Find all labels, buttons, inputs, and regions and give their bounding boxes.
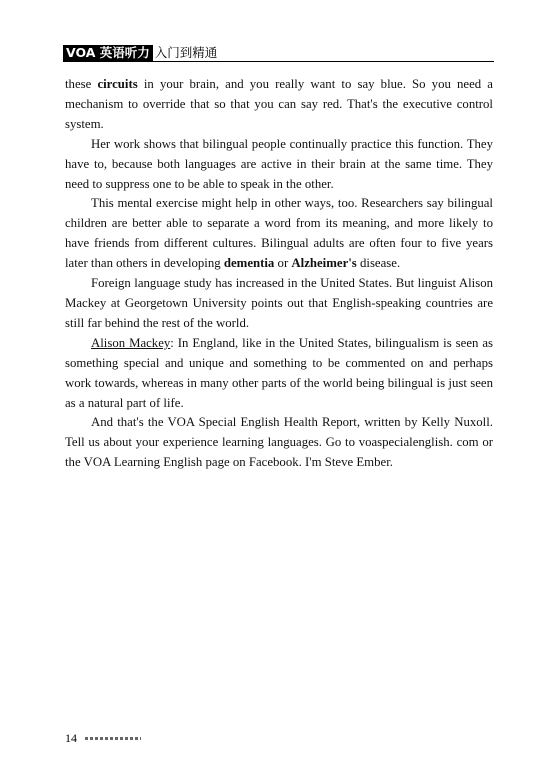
page-footer: [65, 731, 141, 746]
paragraph-3: This mental exercise might help in other ways, too. Researchers say bilingual children are better able to separate a word from its meaning, and more likely to have friends from different cultures. Bilingual adults are often four to five years later than others in developing dementia or Alzheimer's disease.: [65, 196, 493, 271]
speaker-name: Alison Mackey: [91, 335, 171, 350]
page-number: 14: [65, 731, 77, 745]
term-alzheimers: Alzheimer's: [291, 256, 357, 271]
body-text: [65, 75, 493, 473]
footer-decoration: [85, 737, 141, 740]
paragraph-2: Her work shows that bilingual people continually practice this function. They have to, because both languages are active in their brain at the same time. They need to suppress one to be able to speak in the other.: [65, 136, 493, 191]
paragraph-5: Alison Mackey: In England, like in the United States, bilingualism is seen as something special and unique and something to be commented on and perhaps work towards, whereas in many other parts of the world being bilingual is just seen as a natural part of life.: [65, 335, 494, 410]
running-header: [63, 45, 217, 61]
header-rule: [63, 61, 494, 62]
paragraph-4: Foreign language study has increased in the United States. But linguist Alison Mackey at Georgetown University points out that English-speaking countries are still far behind the rest of the world.: [65, 276, 493, 330]
header-subtitle: 入门到精通: [154, 45, 218, 60]
paragraph-1: these circuits in your brain, and you really want to say blue. So you need a mechanism to override that so that you can say red. That's the executive control system.: [65, 77, 493, 131]
paragraph-6: And that's the VOA Special English Health Report, written by Kelly Nuxoll. Tell us about your experience learning languages. Go to voaspecialenglish. com or the VOA Learning English page on Facebook. I'm Steve Ember.: [65, 415, 493, 470]
term-circuits: circuits: [97, 77, 138, 91]
term-dementia: dementia: [223, 256, 275, 271]
header-badge: VOA 英语听力: [63, 45, 153, 61]
